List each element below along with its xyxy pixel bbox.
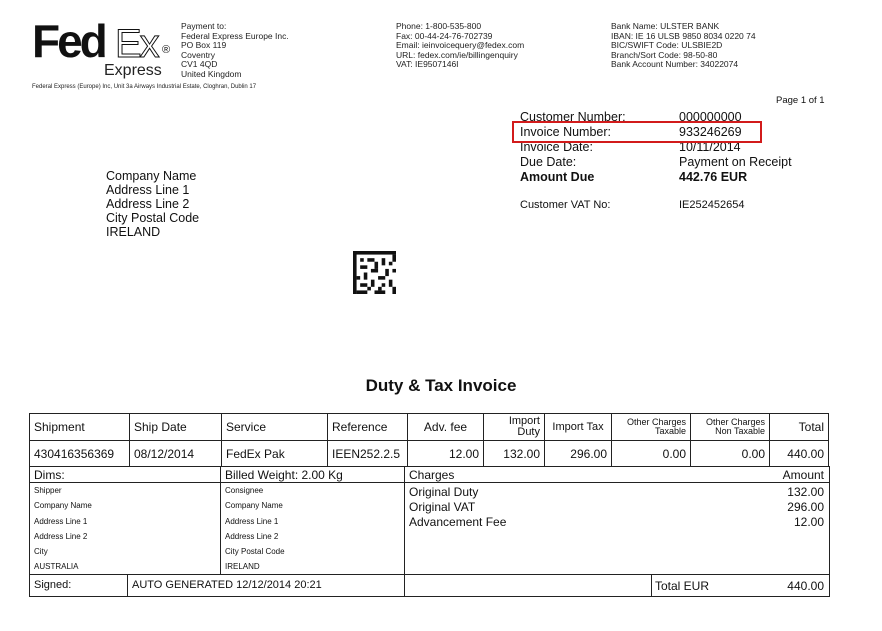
amount-label: Amount bbox=[782, 468, 824, 482]
payment-to-line: Coventry bbox=[181, 49, 216, 60]
address-line: Address Line 1 bbox=[106, 183, 190, 197]
billed-weight: Billed Weight: 2.00 Kg bbox=[225, 468, 343, 482]
contact-line: URL: fedex.com/ie/billingenquiry bbox=[396, 49, 518, 60]
due-date-value: Payment on Receipt bbox=[679, 155, 792, 169]
consignee-line: IRELAND bbox=[225, 562, 260, 572]
document-title: Duty & Tax Invoice bbox=[365, 376, 517, 395]
header-other-taxable-line2: Taxable bbox=[654, 426, 686, 436]
address-line: Address Line 2 bbox=[106, 197, 190, 211]
header-other-nontaxable-line2: Non Taxable bbox=[715, 426, 765, 436]
recipient-address bbox=[106, 169, 199, 239]
page-number: Page 1 of 1 bbox=[776, 95, 825, 106]
contact-block bbox=[396, 22, 524, 70]
table-header-row bbox=[30, 414, 829, 441]
customer-number-label: Customer Number: bbox=[520, 110, 626, 124]
column-divider bbox=[651, 574, 652, 597]
registered-mark: ® bbox=[162, 44, 171, 56]
due-date-label: Due Date: bbox=[520, 155, 577, 169]
total-eur-value: 440.00 bbox=[787, 579, 824, 593]
cell-other-nontaxable: 0.00 bbox=[691, 441, 770, 467]
company-address-line: Federal Express (Europe) Inc, Unit 3a Airways Industrial Estate, Cloghran, Dublin 17 bbox=[32, 84, 257, 90]
header-ship-date: Ship Date bbox=[130, 414, 222, 441]
fedex-logo bbox=[32, 15, 182, 88]
logo-fed-text: Fed bbox=[32, 15, 105, 67]
logo-express-text: Express bbox=[104, 62, 162, 79]
customer-vat-value: IE252452654 bbox=[679, 199, 745, 211]
invoice-table bbox=[29, 413, 829, 467]
cell-total: 440.00 bbox=[770, 441, 829, 467]
consignee-block bbox=[225, 483, 285, 575]
contact-line: Phone: 1-800-535-800 bbox=[396, 21, 482, 31]
shipper-line: Company Name bbox=[34, 501, 92, 511]
payment-to-line: PO Box 119 bbox=[181, 40, 227, 50]
amount-due-label: Amount Due bbox=[520, 170, 595, 184]
column-divider bbox=[127, 574, 128, 597]
consignee-line: City Postal Code bbox=[225, 547, 285, 557]
header-import-tax: Import Tax bbox=[545, 414, 612, 441]
consignee-line: Company Name bbox=[225, 501, 283, 511]
cell-adv-fee: 12.00 bbox=[408, 441, 484, 467]
invoice-date-value: 10/11/2014 bbox=[679, 140, 741, 154]
signed-divider bbox=[29, 574, 830, 575]
invoice-number-value: 933246269 bbox=[679, 125, 742, 139]
charges-list bbox=[409, 485, 506, 530]
customer-number-value: 000000000 bbox=[679, 110, 742, 124]
payment-to-line: CV1 4QD bbox=[181, 59, 218, 69]
shipper-line: Shipper bbox=[34, 486, 62, 495]
column-divider bbox=[404, 466, 405, 597]
cell-shipment: 430416356369 bbox=[30, 441, 130, 467]
address-line: City Postal Code bbox=[106, 211, 200, 225]
bank-line: BIC/SWIFT Code: ULSBIE2D bbox=[611, 40, 723, 50]
shipper-line: Address Line 2 bbox=[34, 531, 88, 541]
bank-line: Bank Name: ULSTER BANK bbox=[611, 21, 720, 31]
header-import-duty bbox=[484, 414, 545, 441]
total-eur-label: Total EUR bbox=[655, 579, 710, 593]
cell-other-taxable: 0.00 bbox=[612, 441, 691, 467]
shipper-block bbox=[34, 483, 92, 575]
logo-ex-text: Ex bbox=[115, 22, 158, 66]
column-divider bbox=[220, 466, 221, 574]
header-total: Total bbox=[770, 414, 829, 441]
charge-amount: 296.00 bbox=[787, 500, 824, 514]
payment-to-line: Federal Express Europe Inc. bbox=[181, 30, 289, 41]
table-row bbox=[30, 441, 829, 467]
header-adv-fee: Adv. fee bbox=[408, 414, 484, 441]
charge-label: Advancement Fee bbox=[409, 515, 507, 529]
bank-line: Bank Account Number: 34022074 bbox=[611, 59, 739, 69]
signed-label: Signed: bbox=[34, 579, 72, 591]
invoice-number-highlight bbox=[512, 121, 762, 143]
consignee-line: Address Line 2 bbox=[225, 531, 279, 541]
shipper-line: AUSTRALIA bbox=[34, 562, 79, 572]
charges-amounts bbox=[787, 485, 824, 530]
payment-to-line: Payment to: bbox=[181, 21, 227, 31]
header-reference: Reference bbox=[328, 414, 408, 441]
header-import-duty-line1: Import bbox=[508, 415, 540, 427]
barcode-icon bbox=[353, 251, 396, 294]
invoice-number-label: Invoice Number: bbox=[520, 125, 612, 139]
dims-label: Dims: bbox=[34, 468, 65, 482]
shipper-line: Address Line 1 bbox=[34, 516, 88, 526]
address-line: Company Name bbox=[106, 169, 197, 183]
bank-line: IBAN: IE 16 ULSB 9850 8034 0220 74 bbox=[611, 30, 756, 41]
header-other-nontaxable bbox=[691, 414, 770, 441]
customer-vat-label: Customer VAT No: bbox=[520, 199, 611, 211]
charge-amount: 132.00 bbox=[787, 485, 824, 499]
amount-due-value: 442.76 EUR bbox=[679, 170, 748, 184]
bank-line: Branch/Sort Code: 98-50-80 bbox=[611, 49, 718, 60]
header-import-duty-line2: Duty bbox=[517, 426, 540, 438]
consignee-line: Address Line 1 bbox=[225, 516, 279, 526]
shipper-line: City bbox=[34, 547, 48, 557]
charges-label: Charges bbox=[409, 468, 455, 482]
contact-line: Email: ieinvoicequery@fedex.com bbox=[396, 40, 525, 50]
cell-import-duty: 132.00 bbox=[484, 441, 545, 467]
header-service: Service bbox=[222, 414, 328, 441]
charge-amount: 12.00 bbox=[793, 515, 824, 529]
invoice-date-label: Invoice Date: bbox=[520, 140, 593, 154]
bank-block bbox=[611, 22, 756, 70]
contact-line: Fax: 00-44-24-76-702739 bbox=[396, 30, 493, 41]
cell-reference: IEEN252.2.5 bbox=[328, 441, 408, 467]
header-shipment: Shipment bbox=[30, 414, 130, 441]
charge-label: Original Duty bbox=[409, 485, 479, 499]
contact-line: VAT: IE9507146I bbox=[396, 59, 459, 69]
charge-label: Original VAT bbox=[409, 500, 476, 514]
payment-to-block bbox=[181, 22, 289, 79]
header-other-nontaxable-line1: Other Charges bbox=[705, 417, 765, 427]
header-other-taxable bbox=[612, 414, 691, 441]
payment-to-line: United Kingdom bbox=[181, 68, 242, 79]
consignee-line: Consignee bbox=[225, 486, 264, 495]
address-line: IRELAND bbox=[106, 225, 161, 239]
header-other-taxable-line1: Other Charges bbox=[626, 417, 686, 427]
signed-value: AUTO GENERATED 12/12/2014 20:21 bbox=[132, 579, 322, 591]
cell-ship-date: 08/12/2014 bbox=[130, 441, 222, 467]
cell-import-tax: 296.00 bbox=[545, 441, 612, 467]
cell-service: FedEx Pak bbox=[222, 441, 328, 467]
